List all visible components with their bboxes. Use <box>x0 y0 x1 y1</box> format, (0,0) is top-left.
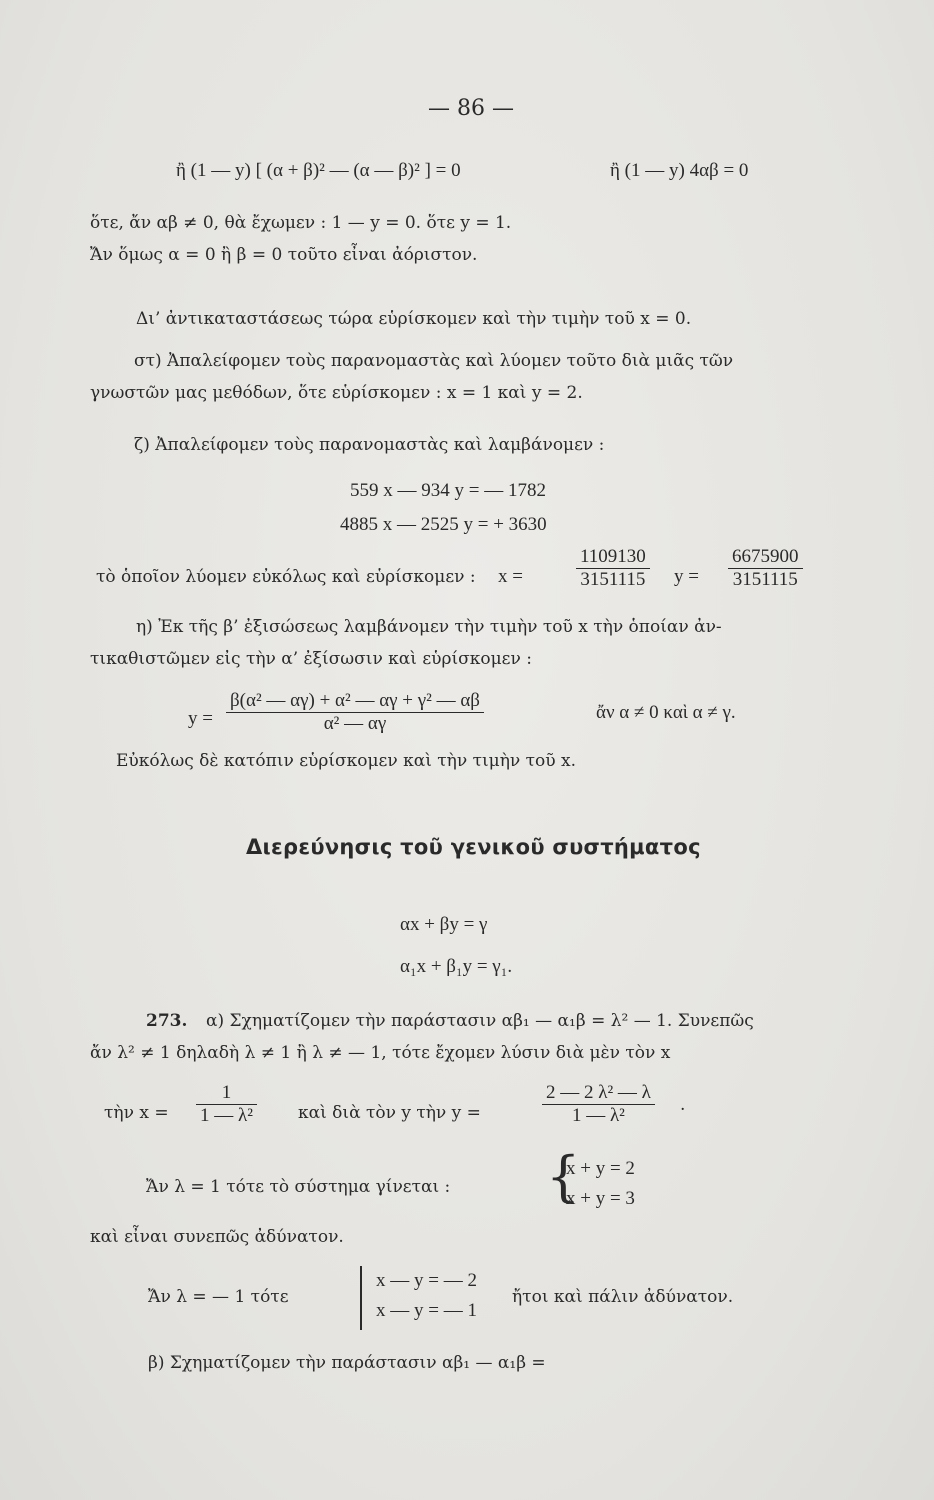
text-line-18: β) Σχηματίζομεν τὴν παράστασιν αβ₁ — α₁β = <box>148 1353 546 1373</box>
y2-denominator: α² — αγ <box>226 712 484 735</box>
text-line-14-a: τὴν x = <box>104 1103 169 1123</box>
text-line-17-b: ἤτοι καὶ πάλιν ἀδύνατον. <box>512 1287 734 1307</box>
system-1-eq-b: x + y = 3 <box>566 1188 635 1209</box>
x-equals: x = <box>498 566 523 587</box>
text-line-3: Ἄν ὅμως α = 0 ἢ β = 0 τοῦτο εἶναι ἀόριστον. <box>90 245 478 265</box>
text-line-10: τικαθιστῶμεν εἰς τὴν α’ ἐξίσωσιν καὶ εὑρίσκομεν : <box>90 649 532 669</box>
text-line-11: Εὐκόλως δὲ κατόπιν εὑρίσκομεν καὶ τὴν τιμὴν τοῦ x. <box>116 751 577 771</box>
y-numerator: 6675900 <box>732 546 799 567</box>
text-line-17: Ἄν λ = — 1 τότε <box>148 1287 289 1307</box>
text-line-13: ἄν λ² ≠ 1 δηλαδὴ λ ≠ 1 ἢ λ ≠ — 1, τότε ἔχομεν λύσιν διὰ μὲν τὸν x <box>90 1043 671 1063</box>
text-line-5: στ) Ἀπαλείφομεν τοὺς παρανομαστὰς καὶ λύομεν τοῦτο διὰ μιᾶς τῶν <box>134 351 734 371</box>
x-fraction <box>576 546 650 591</box>
text-line-9: η) Ἐκ τῆς β’ ἐξισώσεως λαμβάνομεν τὴν τιμὴν τοῦ x τὴν ὁποίαν ἀν- <box>136 617 722 637</box>
equation-line-1-left: ἢ (1 — y) [ (α + β)² — (α — β)² ] = 0 <box>176 160 461 181</box>
system-2-eq-a: x — y = — 2 <box>376 1270 477 1291</box>
y-fraction <box>728 546 803 591</box>
y2-numerator: β(α² — αγ) + α² — αγ + γ² — αβ <box>230 690 480 711</box>
system-2-bar <box>360 1266 362 1330</box>
x-numerator: 1109130 <box>580 546 646 567</box>
text-line-2: ὅτε, ἄν αβ ≠ 0, θὰ ἔχωμεν : 1 — y = 0. ὅτε y = 1. <box>90 213 512 233</box>
fraction-1-denominator: 1 — λ² <box>196 1104 257 1127</box>
text-line-16: καὶ εἶναι συνεπῶς ἀδύνατον. <box>90 1227 344 1247</box>
fraction-2 <box>542 1082 655 1127</box>
text-line-8: τὸ ὁποῖον λύομεν εὐκόλως καὶ εὑρίσκομεν : <box>96 567 476 587</box>
fraction-2-denominator: 1 — λ² <box>542 1104 655 1127</box>
equation-4885: 4885 x — 2525 y = + 3630 <box>340 514 547 535</box>
system-eq-2: α₁x + β₁y = γ₁. <box>400 956 513 977</box>
text-line-15: Ἄν λ = 1 τότε τὸ σύστημα γίνεται : <box>146 1177 451 1197</box>
left-brace: { <box>546 1145 581 1208</box>
text-line-4: Δι’ ἀντικαταστάσεως τώρα εὑρίσκομεν καὶ τὴν τιμὴν τοῦ x = 0. <box>136 309 692 329</box>
problem-number: 273. <box>146 1011 188 1031</box>
fraction-1 <box>196 1082 257 1127</box>
equation-line-1-right: ἢ (1 — y) 4αβ = 0 <box>610 160 749 181</box>
y-denominator: 3151115 <box>728 568 803 591</box>
y-fraction-2 <box>226 690 484 735</box>
x-denominator: 3151115 <box>576 568 650 591</box>
text-line-12: α) Σχηματίζομεν τὴν παράστασιν αβ₁ — α₁β = λ² — 1. Συνεπῶς <box>206 1011 754 1031</box>
fraction-1-numerator: 1 <box>221 1082 232 1103</box>
y-equals-2: y = <box>188 708 213 729</box>
text-line-14-b: καὶ διὰ τὸν y τὴν y = <box>298 1103 481 1123</box>
y-condition: ἄν α ≠ 0 καὶ α ≠ γ. <box>596 702 736 723</box>
fraction-2-numerator: 2 — 2 λ² — λ <box>546 1082 651 1103</box>
system-2-eq-b: x — y = — 1 <box>376 1300 477 1321</box>
section-heading: Διερεύνησις τοῦ γενικοῦ συστήματος <box>246 835 701 859</box>
y-equals: y = <box>674 566 699 587</box>
text-line-6: γνωστῶν μας μεθόδων, ὅτε εὑρίσκομεν : x = 1 καὶ y = 2. <box>90 383 583 403</box>
page-number: — 86 — <box>428 96 514 121</box>
system-1-eq-a: x + y = 2 <box>566 1158 635 1179</box>
system-eq-1: αx + βy = γ <box>400 914 488 935</box>
equation-559: 559 x — 934 y = — 1782 <box>350 480 546 501</box>
text-line-7: ζ) Ἀπαλείφομεν τοὺς παρανομαστὰς καὶ λαμβάνομεν : <box>134 435 605 455</box>
text-line-14-c: . <box>680 1095 686 1115</box>
